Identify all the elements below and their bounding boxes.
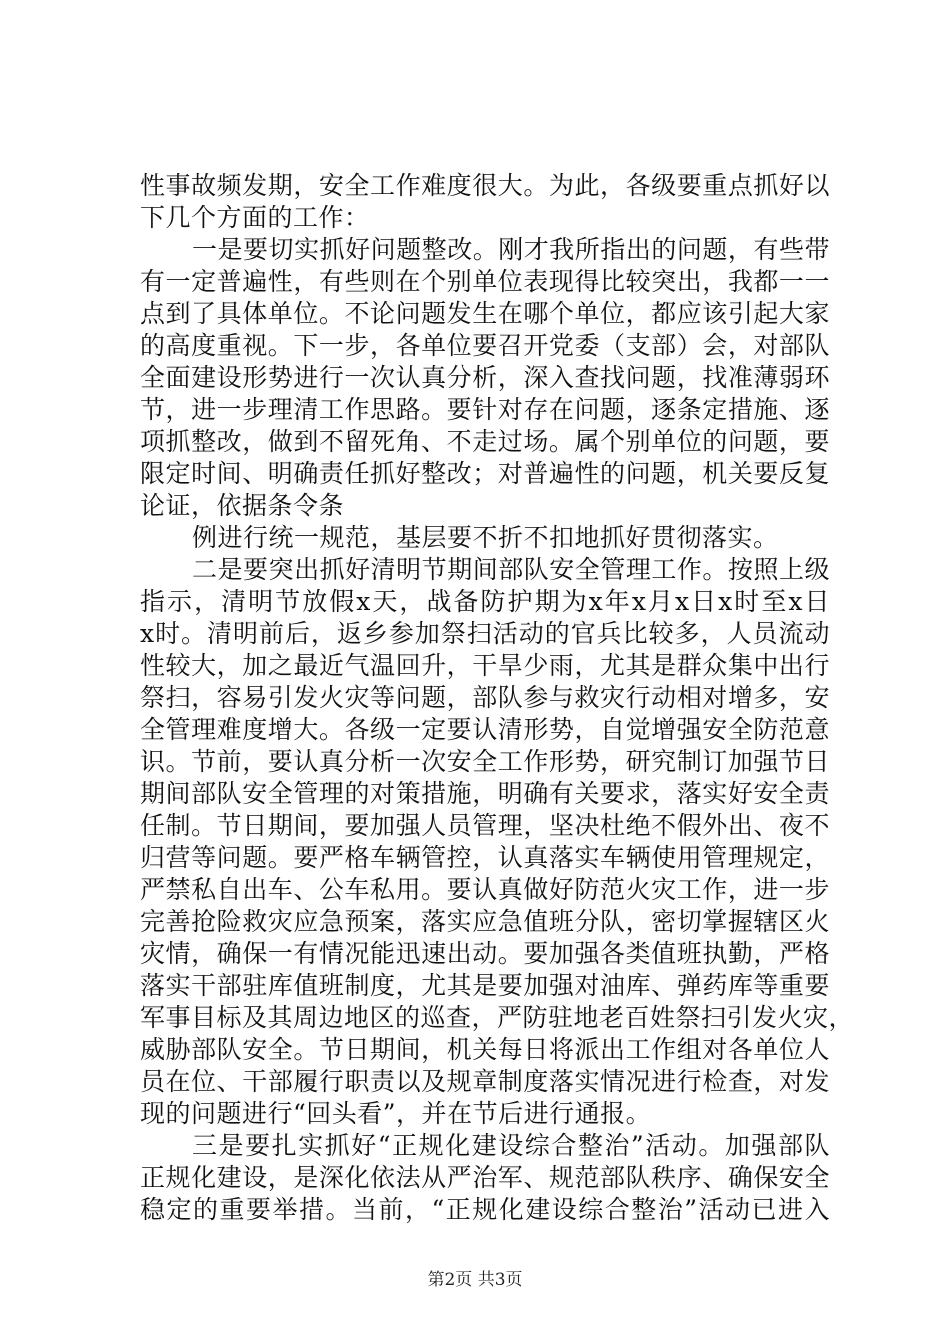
text-line: 有一定普遍性，有些则在个别单位表现得比较突出，我都一一: [140, 267, 830, 296]
text-line: 指示，清明节放假x天，战备防护期为x年x月x日x时至x日: [140, 587, 830, 616]
text-line: 严禁私自出车、公车私用。要认真做好防范火灾工作，进一步: [140, 875, 830, 904]
paragraph-start-line: 一是要切实抓好问题整改。刚才我所指出的问题，有些带: [192, 235, 830, 264]
text-line: 识。节前，要认真分析一次安全工作形势，研究制订加强节日: [140, 747, 830, 776]
page-number: 第2页 共3页: [427, 1270, 523, 1290]
text-line: 正规化建设，是深化依法从严治军、规范部队秩序、确保安全: [140, 1163, 830, 1192]
text-line: 的高度重视。下一步，各单位要召开党委（支部）会，对部队: [140, 331, 830, 360]
text-line: 祭扫，容易引发火灾等问题，部队参与救灾行动相对增多，安: [140, 683, 830, 712]
text-line: 落实干部驻库值班制度，尤其是要加强对油库、弹药库等重要: [140, 971, 830, 1000]
text-line: 项抓整改，做到不留死角、不走过场。属个别单位的问题，要: [140, 427, 830, 456]
text-line: 论证，依据条令条: [140, 491, 345, 520]
text-line: 期间部队安全管理的对策措施，明确有关要求，落实好安全责: [140, 779, 830, 808]
text-line: 节，进一步理清工作思路。要针对存在问题，逐条定措施、逐: [140, 395, 830, 424]
text-line: 员在位、干部履行职责以及规章制度落实情况进行检查，对发: [140, 1067, 830, 1096]
text-line: 现的问题进行“回头看”，并在节后进行通报。: [140, 1099, 652, 1128]
text-line: 性事故频发期，安全工作难度很大。为此，各级要重点抓好以: [140, 171, 830, 200]
text-line: x时。清明前后，返乡参加祭扫活动的官兵比较多，人员流动: [140, 619, 830, 648]
text-line: 全管理难度增大。各级一定要认清形势，自觉增强安全防范意: [140, 715, 830, 744]
text-line: 全面建设形势进行一次认真分析，深入查找问题，找准薄弱环: [140, 363, 830, 392]
text-line: 任制。节日期间，要加强人员管理，坚决杜绝不假外出、夜不: [140, 811, 830, 840]
text-line: 完善抢险救灾应急预案，落实应急值班分队，密切掌握辖区火: [140, 907, 830, 936]
text-line: 归营等问题。要严格车辆管控，认真落实车辆使用管理规定，: [140, 843, 830, 872]
document-body: [140, 170, 855, 1226]
text-line: 下几个方面的工作：: [140, 203, 370, 232]
text-line: 军事目标及其周边地区的巡查，严防驻地老百姓祭扫引发火灾，: [140, 1003, 855, 1032]
text-line: 限定时间、明确责任抓好整改；对普遍性的问题，机关要反复: [140, 459, 830, 488]
paragraph-start-line: 例进行统一规范，基层要不折不扣地抓好贯彻落实。: [192, 523, 779, 552]
text-line: 威胁部队安全。节日期间，机关每日将派出工作组对各单位人: [140, 1035, 830, 1064]
text-line: 点到了具体单位。不论问题发生在哪个单位，都应该引起大家: [140, 299, 830, 328]
paragraph-start-line: 二是要突出抓好清明节期间部队安全管理工作。按照上级: [192, 555, 830, 584]
text-line: 稳定的重要举措。当前，“正规化建设综合整治”活动已进入: [140, 1195, 830, 1224]
page-footer: [0, 1268, 950, 1292]
text-line: 性较大，加之最近气温回升，干旱少雨，尤其是群众集中出行: [140, 651, 830, 680]
paragraph-start-line: 三是要扎实抓好“正规化建设综合整治”活动。加强部队: [192, 1131, 830, 1160]
text-line: 灾情，确保一有情况能迅速出动。要加强各类值班执勤，严格: [140, 939, 830, 968]
